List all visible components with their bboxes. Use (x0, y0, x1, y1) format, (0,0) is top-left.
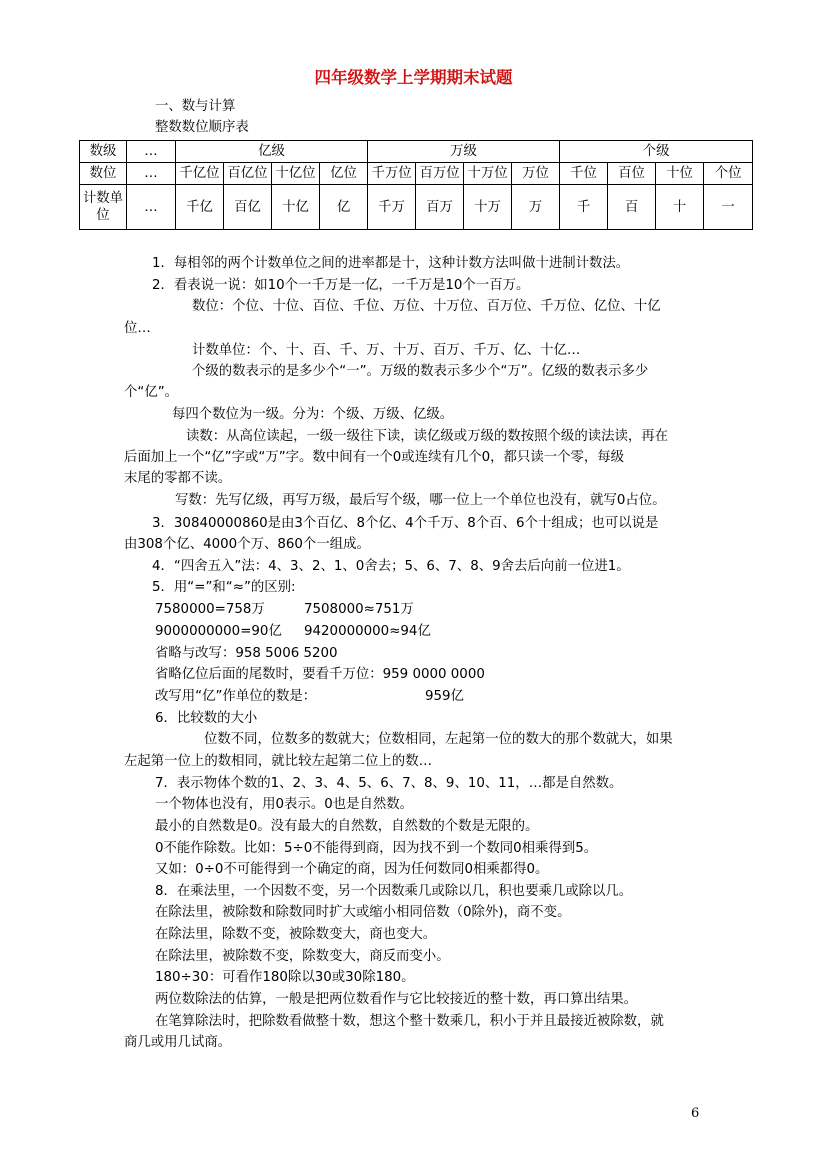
body-line: 位… (124, 321, 151, 336)
body-line: 在除法里，除数不变，被除数变大，商也变大。 (155, 927, 437, 942)
body-line: 180÷30：可看作180除以30或30除180。 (155, 970, 415, 985)
body-line: 改写用“亿”作单位的数是： (155, 689, 317, 704)
table-cell: 十亿位 (272, 163, 320, 185)
body-line: 又如：0÷0不可能得到一个确定的商，因为任何数同0相乘都得0。 (155, 862, 549, 877)
table-row (80, 185, 753, 230)
table-cell: 万 (512, 185, 560, 230)
body-line: 一个物体也没有，用0表示。0也是自然数。 (155, 797, 414, 812)
body-line: 读数：从高位读起，一级一级往下读，读亿级或万级的数按照个级的读法读，再在 (186, 429, 669, 444)
table-cell: 百位 (608, 163, 656, 185)
body-line: 2．看表说一说：如10个一千万是一亿，一千万是10个一百万。 (152, 278, 530, 293)
table-cell: 十万位 (464, 163, 512, 185)
table-cell: 亿 (320, 185, 368, 230)
body-line: 左起第一位上的数相同，就比较左起第二位上的数… (124, 754, 432, 769)
table-cell: 百万 (416, 185, 464, 230)
table-cell: 计数单位 (80, 185, 127, 230)
body-line: 7．表示物体个数的1、2、3、4、5、6、7、8、9、10、11，…都是自然数。 (155, 776, 623, 791)
table-cell: 百万位 (416, 163, 464, 185)
body-line: 3．30840000860是由3个百亿、8个亿、4个千万、8个百、6个十组成；也可以说是 (152, 516, 659, 531)
body-line: 个“亿”。 (124, 385, 179, 400)
body-line: 9000000000=90亿 (155, 624, 282, 639)
body-line: 省略亿位后面的尾数时，要看千万位：959 0000 0000 (155, 667, 485, 682)
table-cell: 千 (560, 185, 608, 230)
body-line: 两位数除法的估算，一般是把两位数看作与它比较接近的整十数，再口算出结果。 (155, 992, 638, 1007)
body-line: 省略与改写：958 5006 5200 (155, 646, 338, 661)
table-cell: 千万位 (368, 163, 416, 185)
table-cell: 百亿 (224, 185, 272, 230)
table-cell: 千亿位 (176, 163, 224, 185)
table-cell: 十位 (656, 163, 704, 185)
table-cell: 十亿 (272, 185, 320, 230)
document-title: 四年级数学上学期期末试题 (314, 68, 513, 87)
table-row (80, 163, 753, 185)
body-line: 每四个数位为一级。分为：个级、万级、亿级。 (172, 407, 454, 422)
table-cell: 百 (608, 185, 656, 230)
body-line: 959亿 (425, 689, 464, 704)
body-line: 6．比较数的大小 (155, 711, 258, 726)
body-line: 1．每相邻的两个计数单位之间的进率都是十，这种计数方法叫做十进制计数法。 (152, 256, 630, 271)
body-line: 5．用“=”和“≈”的区别: (152, 580, 296, 595)
table-cell: … (127, 163, 176, 185)
section-heading: 一、数与计算 (155, 99, 236, 114)
body-line: 在除法里，被除数不变，除数变大，商反而变小。 (155, 949, 450, 964)
table-cell: 十万 (464, 185, 512, 230)
table-cell: … (127, 185, 176, 230)
body-line: 4．“四舍五入”法：4、3、2、1、0舍去；5、6、7、8、9舍去后向前一位进1。 (152, 559, 630, 574)
place-value-table (79, 140, 753, 230)
body-line: 数位：个位、十位、百位、千位、万位、十万位、百万位、千万位、亿位、十亿 (192, 299, 661, 314)
body-line: 在除法里，被除数和除数同时扩大或缩小相同倍数（0除外)，商不变。 (155, 905, 571, 920)
table-cell: 个位 (704, 163, 753, 185)
body-line: 后面加上一个“亿”字或“万”字。数中间有一个0或连续有几个0，都只读一个零，每级 (124, 450, 625, 465)
table-cell: 千位 (560, 163, 608, 185)
body-line: 最小的自然数是0。没有最大的自然数，自然数的个数是无限的。 (155, 819, 539, 834)
body-line: 计数单位：个、十、百、千、万、十万、百万、千万、亿、十亿… (192, 343, 581, 358)
body-line: 末尾的零都不读。 (124, 471, 232, 486)
body-line: 由308个亿、4000个万、860个一组成。 (124, 537, 370, 552)
table-cell: 亿位 (320, 163, 368, 185)
table-cell: 亿级 (176, 141, 368, 163)
table-title: 整数数位顺序表 (155, 120, 249, 135)
body-line: 位数不同，位数多的数就大；位数相同，左起第一位的数大的那个数就大，如果 (204, 732, 673, 747)
table-row (80, 141, 753, 163)
table-cell: 万级 (368, 141, 560, 163)
table-cell: 一 (704, 185, 753, 230)
body-line: 商几或用几试商。 (124, 1035, 232, 1050)
body-line: 个级的数表示的是多少个“一”。万级的数表示多少个“万”。亿级的数表示多少 (192, 364, 649, 379)
body-line: 8．在乘法里，一个因数不变，另一个因数乘几或除以几，积也要乘几或除以几。 (155, 884, 633, 899)
table-cell: 万位 (512, 163, 560, 185)
table-cell: 数级 (80, 141, 127, 163)
page-number: 6 (691, 1106, 700, 1121)
table-cell: 千万 (368, 185, 416, 230)
body-line: 7580000=758万 (155, 602, 265, 617)
body-line: 9420000000≈94亿 (304, 624, 431, 639)
body-line: 7508000≈751万 (304, 602, 414, 617)
table-cell: 千亿 (176, 185, 224, 230)
body-line: 在笔算除法时，把除数看做整十数，想这个整十数乘几，积小于并且最接近被除数，就 (155, 1014, 664, 1029)
table-cell: 十 (656, 185, 704, 230)
table-cell: 百亿位 (224, 163, 272, 185)
table-cell: 个级 (560, 141, 753, 163)
body-line: 写数：先写亿级，再写万级，最后写个级，哪一位上一个单位也没有，就写0占位。 (175, 493, 666, 508)
body-line: 0不能作除数。比如：5÷0不能得到商，因为找不到一个数同0相乘得到5。 (155, 841, 598, 856)
table-cell: 数位 (80, 163, 127, 185)
table-cell: … (127, 141, 176, 163)
